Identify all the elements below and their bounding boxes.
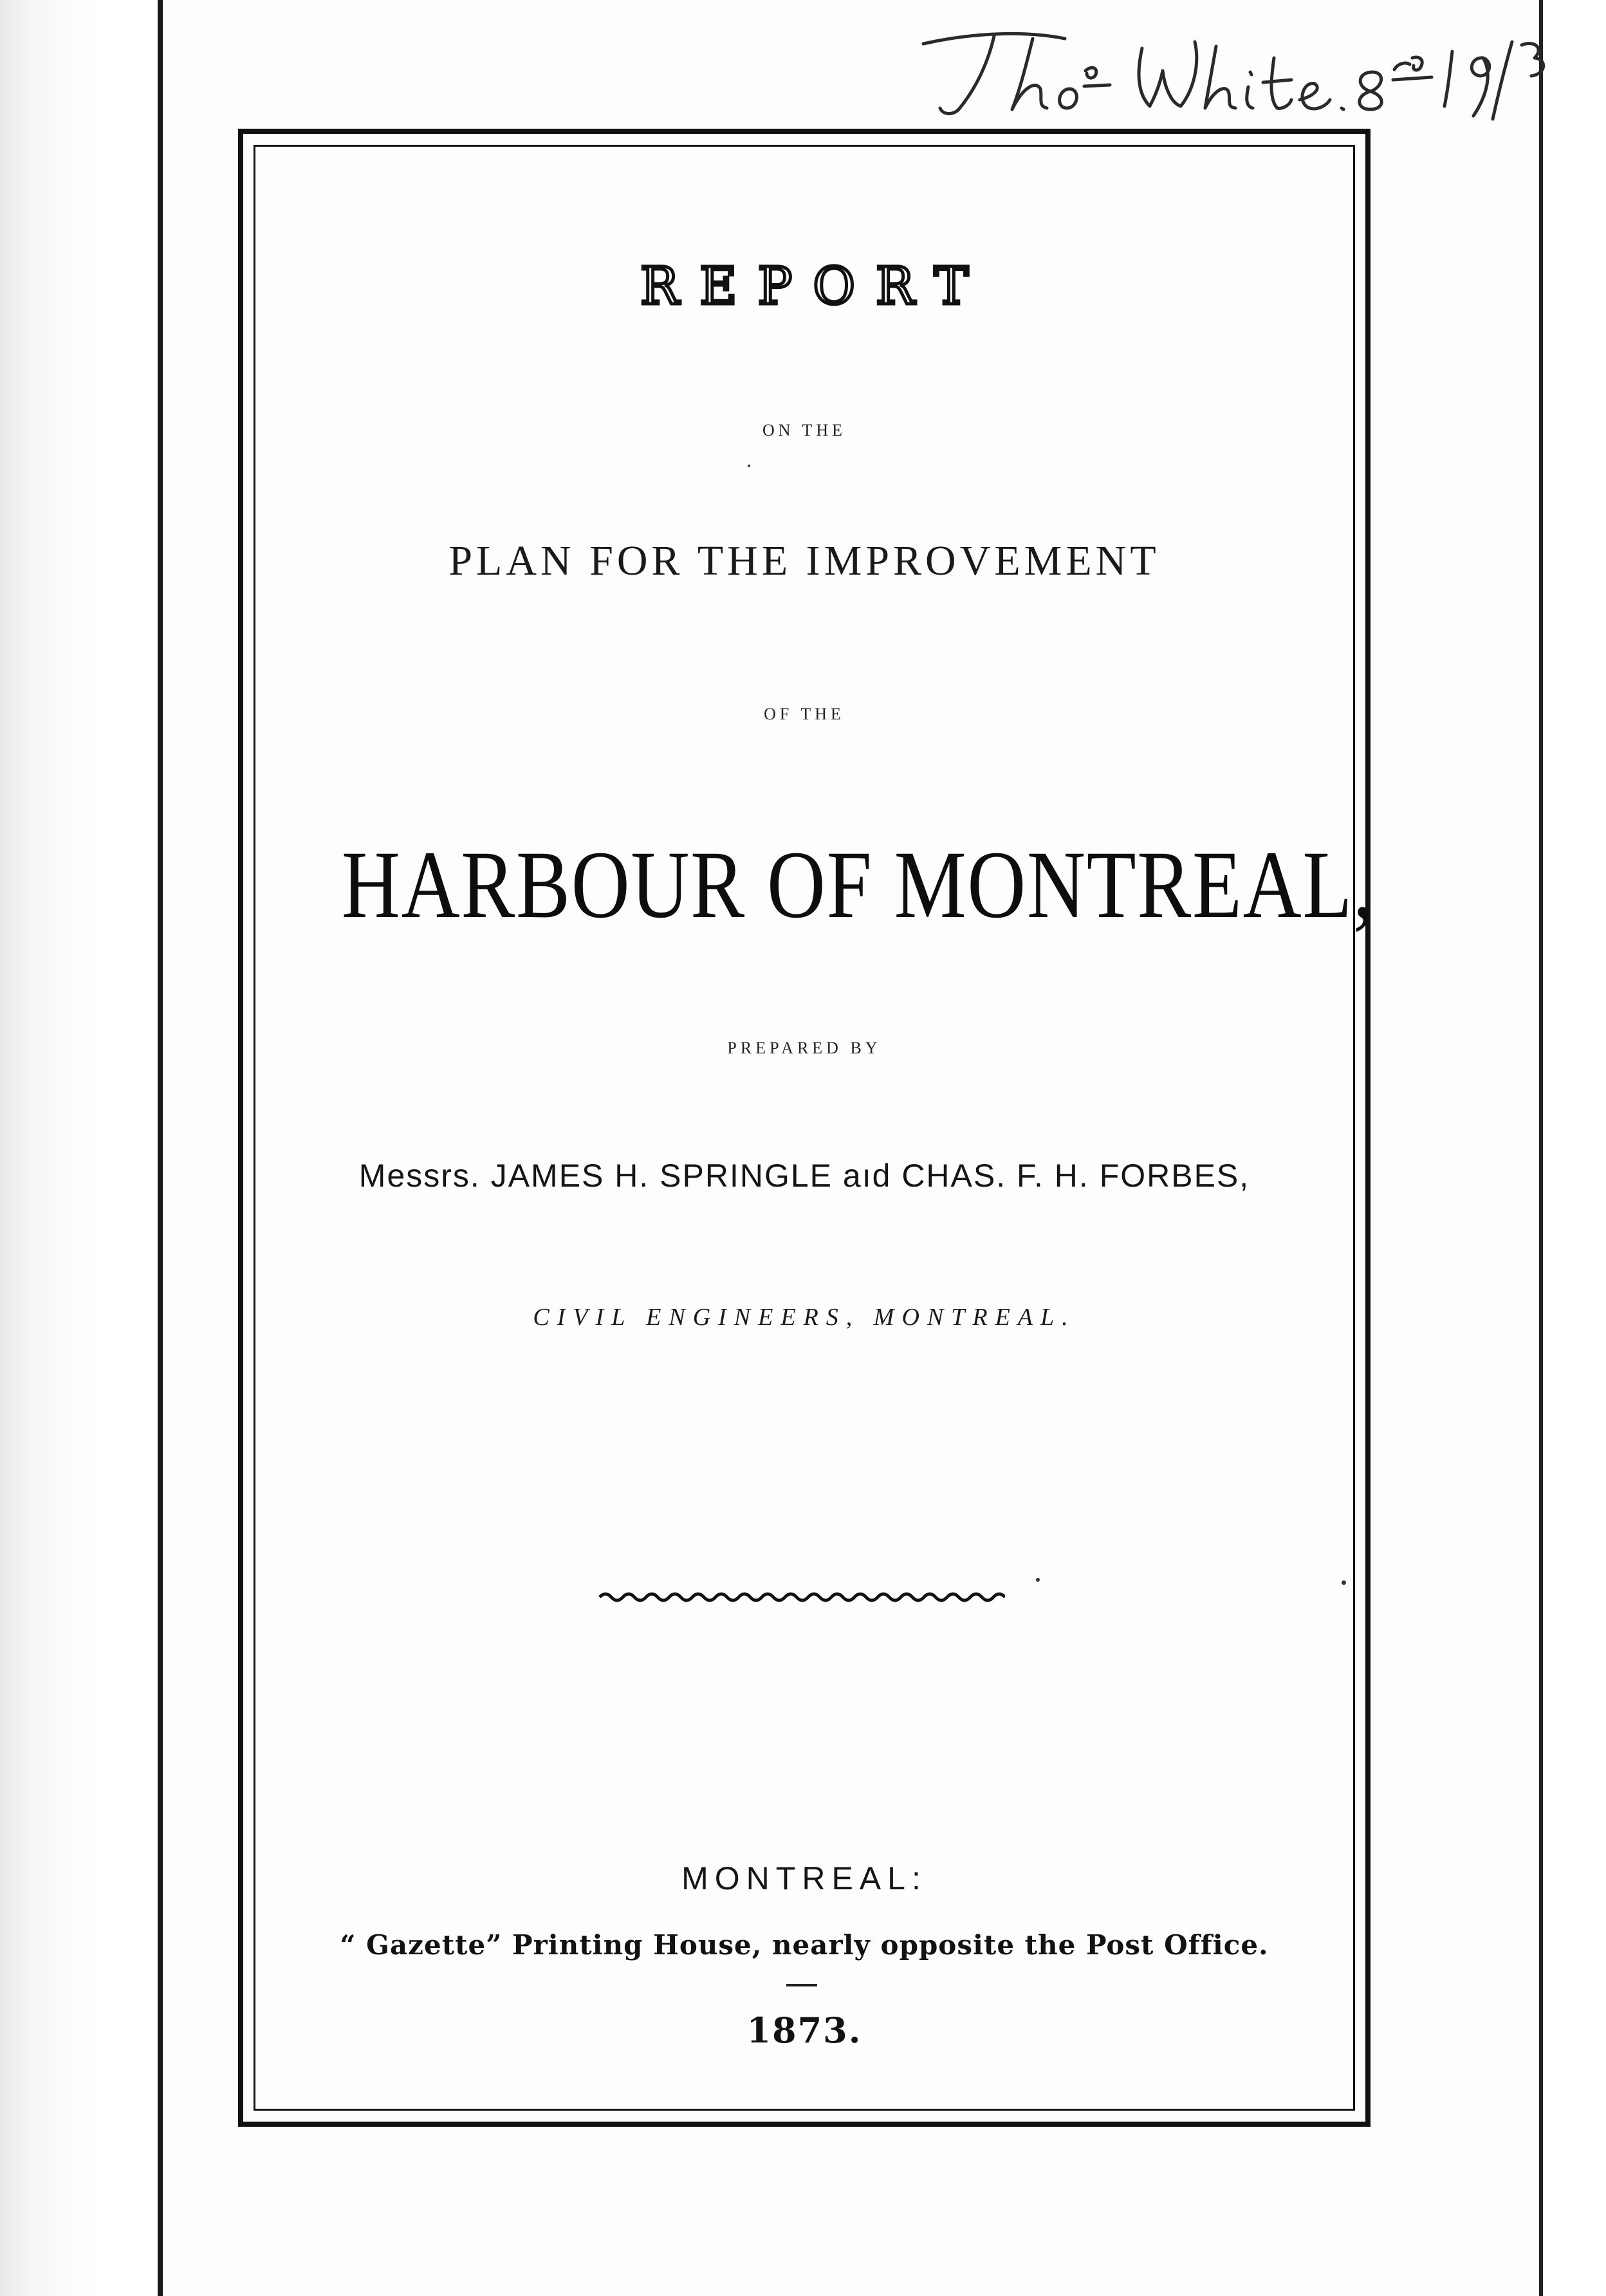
of-the-label: OF THE — [764, 705, 845, 723]
imprint-printer: “ Gazette” Printing House, nearly opposite the Post Office. — [340, 1929, 1269, 1961]
prepared-by-label: PREPARED BY — [727, 1039, 881, 1057]
main-title: HARBOUR OF MONTREAL, — [341, 831, 1375, 938]
page-left-edge — [158, 0, 163, 2296]
handwritten-inscription — [898, 13, 1586, 142]
paper-speck — [1342, 1580, 1346, 1585]
imprint-year: 1873. — [746, 2010, 862, 2051]
paper-speck — [748, 465, 750, 467]
short-divider — [786, 1984, 817, 1986]
page-right-edge — [1539, 0, 1543, 2296]
engineers-line: CIVIL ENGINEERS, MONTREAL. — [533, 1304, 1076, 1331]
on-the-label: ON THE — [762, 421, 847, 440]
report-heading: REPORT — [640, 256, 990, 316]
imprint-city: MONTREAL: — [681, 1860, 927, 1896]
paper-speck — [1036, 1578, 1040, 1582]
plan-heading: PLAN FOR THE IMPROVEMENT — [448, 537, 1160, 584]
authors-line: Messrs. JAMES H. SPRINGLE aıd CHAS. F. H. FORBES, — [358, 1158, 1250, 1194]
wavy-divider — [597, 1584, 1005, 1610]
